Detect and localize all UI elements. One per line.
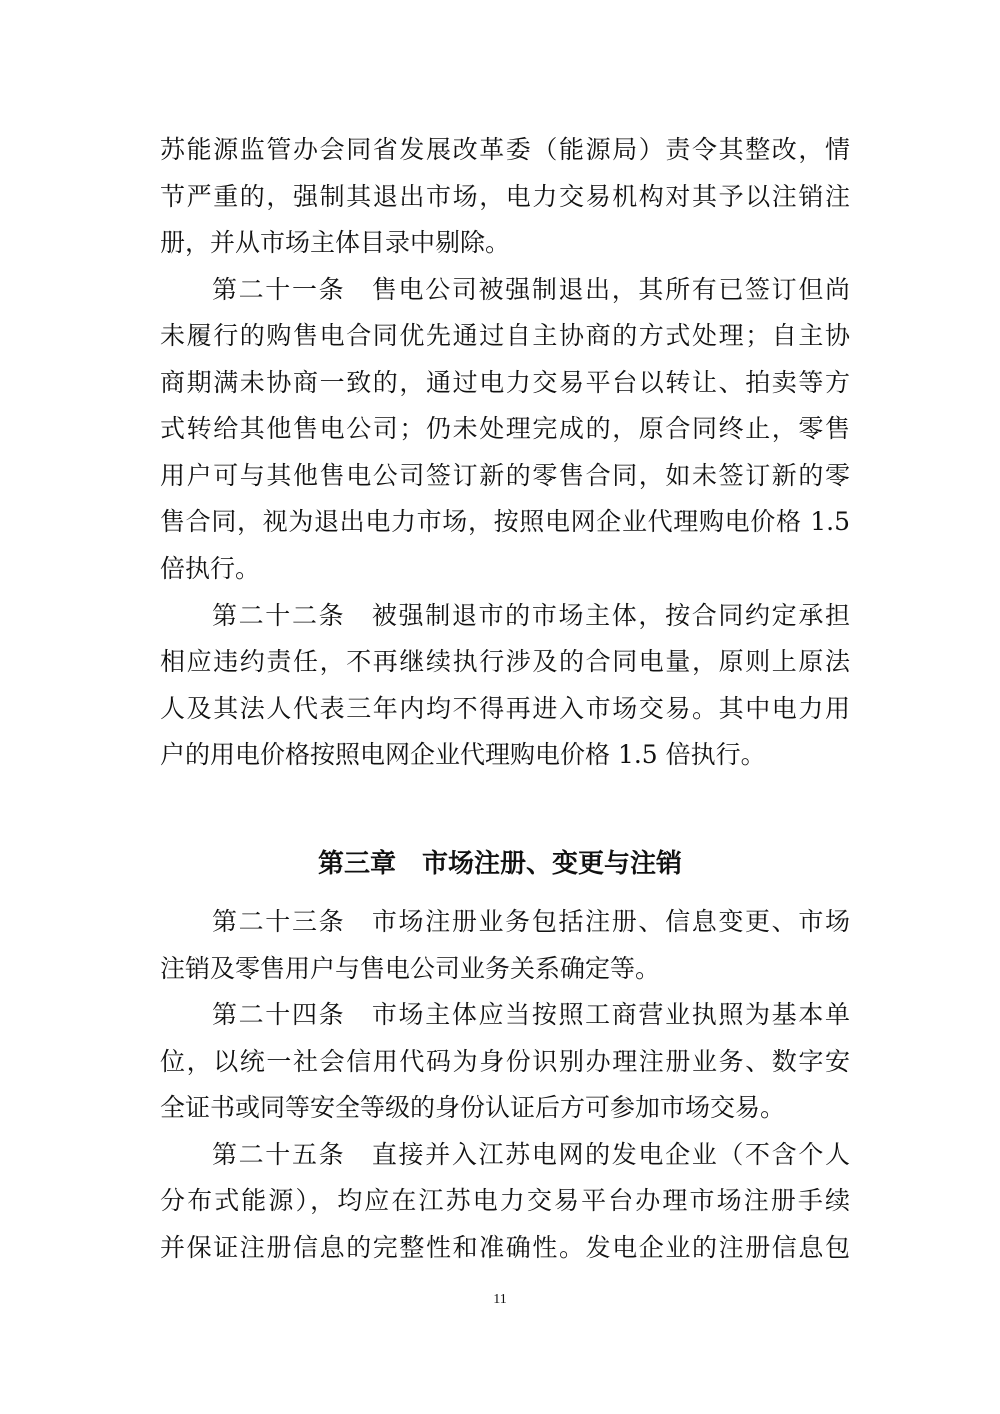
text-line: 商期满未协商一致的，通过电力交易平台以转让、拍卖等方 — [160, 368, 850, 397]
text-line: 倍执行。 — [160, 554, 261, 583]
text-line: 并保证注册信息的完整性和准确性。发电企业的注册信息包 — [160, 1233, 850, 1262]
text-line: 未履行的购售电合同优先通过自主协商的方式处理；自主协 — [160, 321, 850, 350]
text-line: 册，并从市场主体目录中剔除。 — [160, 228, 511, 257]
text-line: 用户可与其他售电公司签订新的零售合同，如未签订新的零 — [160, 461, 850, 490]
article-24-start: 第二十四条 市场主体应当按照工商营业执照为基本单 — [212, 1000, 850, 1029]
text-line: 位，以统一社会信用代码为身份识别办理注册业务、数字安 — [160, 1047, 850, 1076]
article-21-start: 第二十一条 售电公司被强制退出，其所有已签订但尚 — [212, 275, 850, 304]
text-line: 相应违约责任，不再继续执行涉及的合同电量，原则上原法 — [160, 647, 850, 676]
text-line: 户的用电价格按照电网企业代理购电价格 1.5 倍执行。 — [160, 740, 766, 769]
text-line: 售合同，视为退出电力市场，按照电网企业代理购电价格 1.5 — [160, 507, 850, 536]
text-line: 式转给其他售电公司；仍未处理完成的，原合同终止，零售 — [160, 414, 850, 443]
text-line: 全证书或同等安全等级的身份认证后方可参加市场交易。 — [160, 1093, 786, 1122]
text-line: 节严重的，强制其退出市场，电力交易机构对其予以注销注 — [160, 182, 850, 211]
text-line: 注销及零售用户与售电公司业务关系确定等。 — [160, 954, 661, 983]
page-number: 11 — [493, 1292, 507, 1307]
text-line: 分布式能源），均应在江苏电力交易平台办理市场注册手续 — [160, 1186, 850, 1215]
article-23-start: 第二十三条 市场注册业务包括注册、信息变更、市场 — [212, 907, 850, 936]
article-22-start: 第二十二条 被强制退市的市场主体，按合同约定承担 — [212, 601, 850, 630]
chapter-title: 第三章 市场注册、变更与注销 — [317, 849, 682, 879]
text-line: 苏能源监管办会同省发展改革委（能源局）责令其整改，情 — [160, 135, 850, 164]
article-25-start: 第二十五条 直接并入江苏电网的发电企业（不含个人 — [212, 1140, 850, 1169]
text-line: 人及其法人代表三年内均不得再进入市场交易。其中电力用 — [160, 694, 850, 723]
